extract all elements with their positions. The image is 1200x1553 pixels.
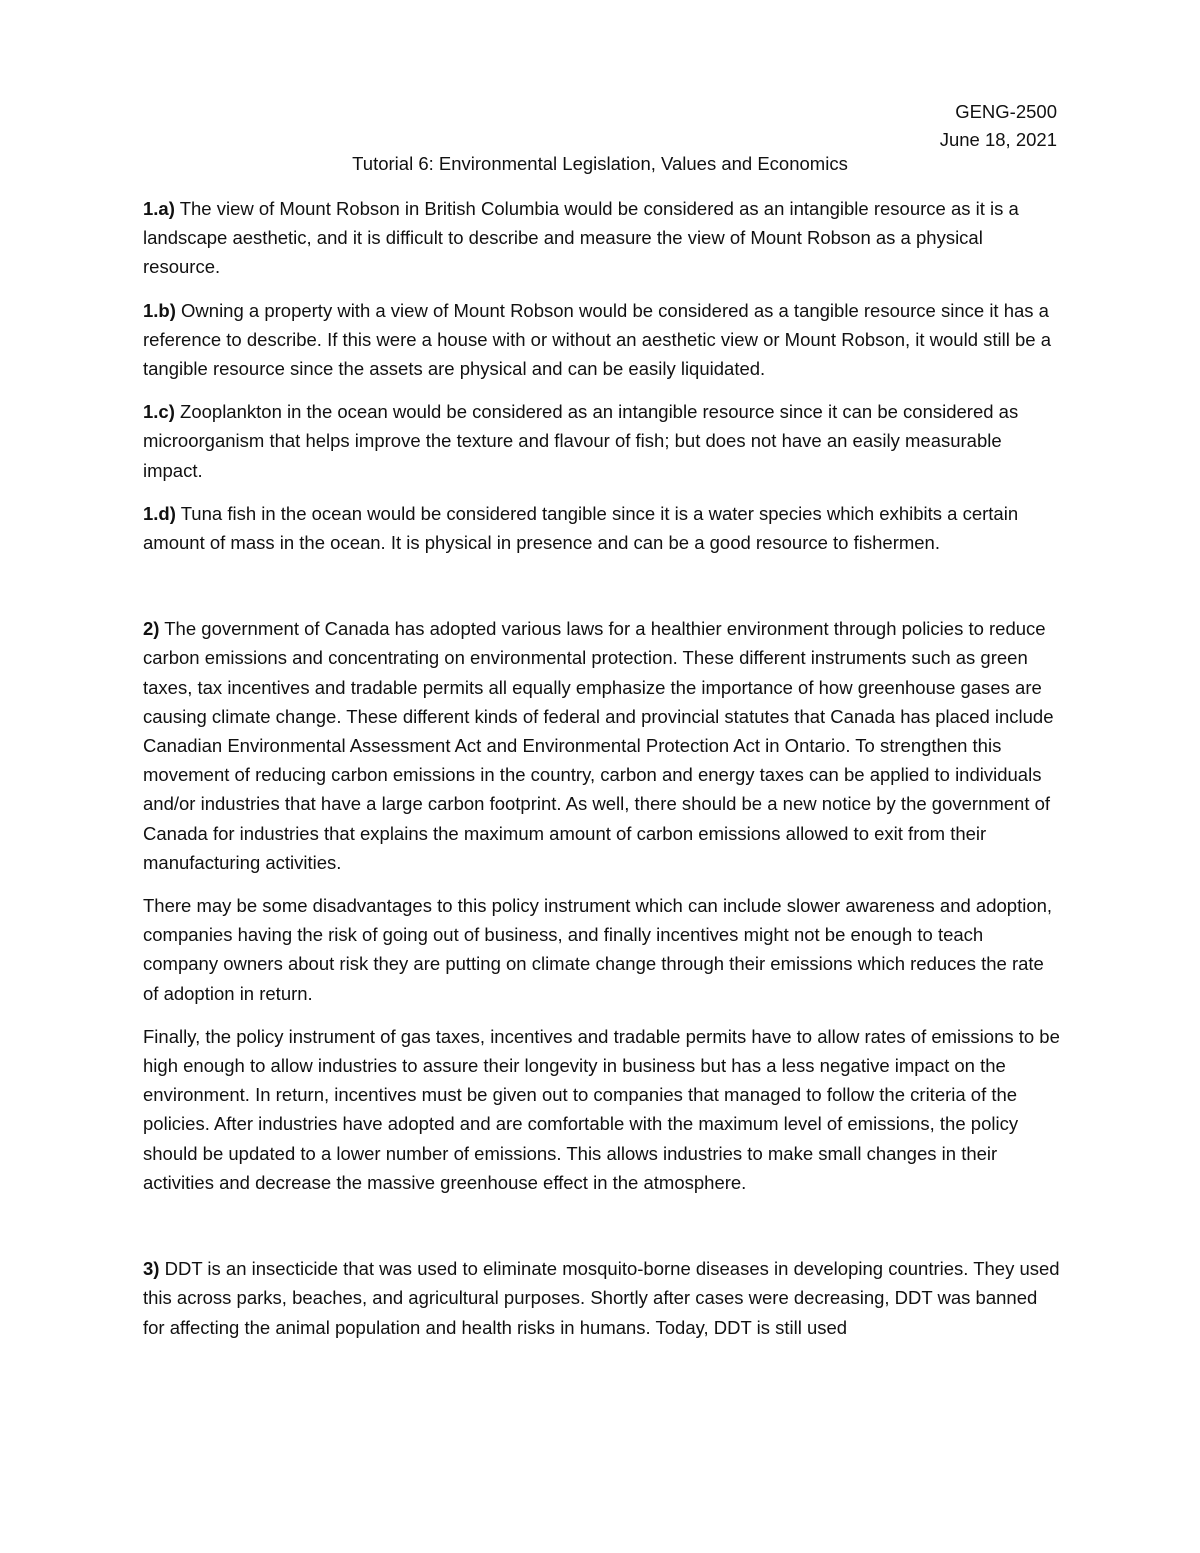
answer-label: 1.c) [143, 401, 175, 423]
answer-text: The government of Canada has adopted various laws for a healthier environment through policies to reduce carbon emissions and concentrating on environmental protection. These different instruments such as green taxes, tax incentives and tradable permits all equally emphasize the importance of how greenhouse gases are causing climate change. These different kinds of federal and provincial statutes that Canada has placed include Canadian Environmental Assessment Act and Environmental Protection Act in Ontario. To strengthen this movement of reducing carbon emissions in the country, carbon and energy taxes can be applied to individuals and/or industries that have a large carbon footprint. As well, there should be a new notice by the government of Canada for industries that explains the maximum amount of carbon emissions allowed to exit from their manufacturing activities. [143, 618, 1054, 873]
document-body [143, 194, 1063, 1356]
document-date: June 18, 2021 [939, 129, 1057, 150]
section-spacer [143, 571, 1063, 614]
answer-text: Zooplankton in the ocean would be considered as an intangible resource since it can be considered as microorganism that helps improve the texture and flavour of fish; but does not have an easily measurable impact. [143, 401, 1019, 481]
answer-label: 2) [143, 618, 160, 640]
answer-label: 3) [143, 1258, 160, 1280]
answer-text: DDT is an insecticide that was used to eliminate mosquito-borne diseases in developing countries. They used this across parks, beaches, and agricultural purposes. Shortly after cases were decreasing, DDT was banned for affecting the animal population and health risks in humans. Today, DDT is still used [143, 1258, 1060, 1338]
answer-1c [143, 397, 1063, 485]
answer-1a [143, 194, 1063, 282]
answer-2 [143, 614, 1063, 877]
header-block [940, 98, 1057, 154]
answer-1d [143, 499, 1063, 557]
answer-label: 1.a) [143, 198, 175, 219]
answer-2-paragraph-3: Finally, the policy instrument of gas taxes, incentives and tradable permits have to allow rates of emissions to be high enough to allow industries to assure their longevity in business but has a less negative impact on the environment. In return, incentives must be given out to companies that managed to follow the criteria of the policies. After industries have adopted and are comfortable with the maximum level of emissions, the policy should be updated to a lower number of emissions. This allows industries to make small changes in their activities and decrease the massive greenhouse effect in the atmosphere. [143, 1025, 1060, 1193]
document-title: Tutorial 6: Environmental Legislation, Values and Economics [352, 153, 848, 174]
answer-text: Owning a property with a view of Mount Robson would be considered as a tangible resource since it has a reference to describe. If this were a house with or without an aesthetic view or Mount Robson, it would still be a tangible resource since the assets are physical and can be easily liquidated. [143, 299, 1051, 380]
answer-label: 1.b) [143, 299, 176, 321]
section-spacer [143, 1211, 1063, 1254]
answer-text: Tuna fish in the ocean would be considered tangible since it is a water species which exhibits a certain amount of mass in the ocean. It is physical in presence and can be a good resource to fishermen. [143, 502, 1019, 554]
answer-3 [143, 1254, 1063, 1342]
answer-text: The view of Mount Robson in British Columbia would be considered as an intangible resource as it is a landscape aesthetic, and it is difficult to describe and measure the view of Mount Robson as a physical resource. [143, 198, 1019, 278]
course-code: GENG-2500 [955, 101, 1057, 122]
answer-1b [143, 296, 1063, 384]
answer-label: 1.d) [143, 502, 176, 524]
answer-2-paragraph-2: There may be some disadvantages to this policy instrument which can include slower awareness and adoption, companies having the risk of going out of business, and finally incentives might not be enough to teach company owners about risk they are putting on climate change through their emissions which reduces the rate of adoption in return. [143, 895, 1053, 1004]
